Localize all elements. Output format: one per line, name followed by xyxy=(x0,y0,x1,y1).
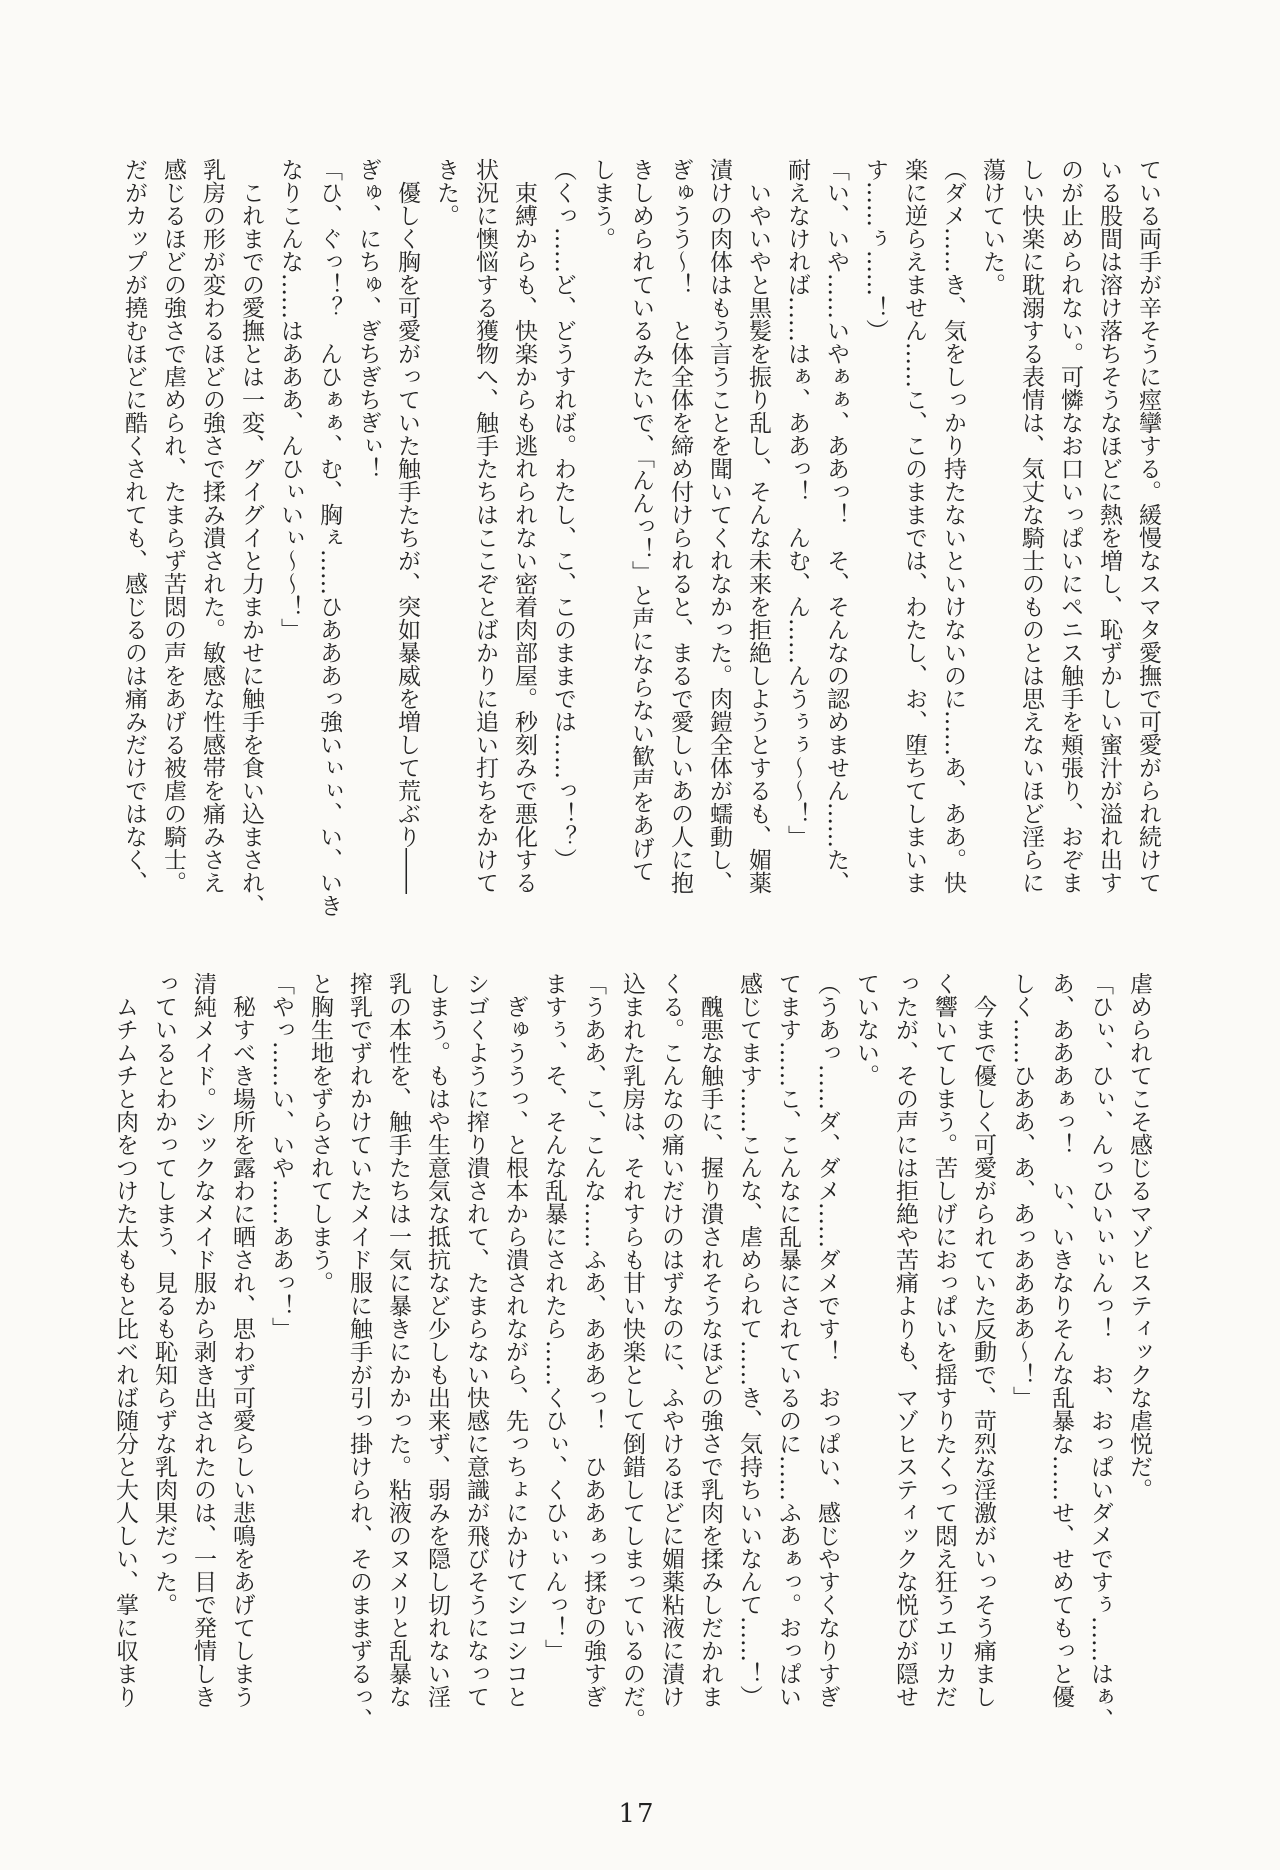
text-column: いやいやと黒髪を振り乱し、そんな未来を拒絶しようとするも、媚薬 xyxy=(745,181,771,894)
text-column: 「ひ、ぐっ！？ んひぁぁ、む、胸ぇ……ひあああっ強いぃぃ、い、いき xyxy=(316,158,342,917)
text-column: と胸生地をずらされてしまう。 xyxy=(307,972,333,1294)
text-column: ぎゅううっ、と根本から潰されながら、先っちょにかけてシコシコと xyxy=(502,995,528,1708)
text-column: 虐められてこそ感じるマゾヒスティックな虐悦だ。 xyxy=(1126,972,1152,1501)
text-column: ますぅ、そ、そんな乱暴にされたら……くひぃ、くひぃぃんっ！」 xyxy=(541,972,567,1662)
text-block-top xyxy=(114,158,1167,918)
text-column: 楽に逆らえません……こ、このままでは、わたし、お、堕ちてしまいま xyxy=(901,158,927,894)
text-column: きた。 xyxy=(433,158,459,227)
text-column: 束縛からも、快楽からも逃れられない密着肉部屋。秒刻みで悪化する xyxy=(511,181,537,894)
text-column: ったが、その声には拒絶や苦痛よりも、マゾヒスティックな悦びが隠せ xyxy=(892,972,918,1708)
text-block-bottom xyxy=(105,972,1158,1732)
page-number: 17 xyxy=(618,1799,656,1829)
text-column: しまう。もはや生意気な抵抗など少しも出来ず、弱みを隠し切れない淫 xyxy=(424,972,450,1708)
text-column: しく……ひああ、あ、あっああああ～！」 xyxy=(1009,972,1035,1409)
text-column: 感じてます……こんな、虐められて……き、気持ちいいなんて……！） xyxy=(736,972,762,1708)
text-column: しまう。 xyxy=(589,158,615,250)
text-column: 乳の本性を、触手たちは一気に暴きにかかった。粘液のヌメリと乱暴な xyxy=(385,972,411,1708)
text-column: っているとわかってしまう、見るも恥知らずな乳肉果だった。 xyxy=(151,972,177,1616)
text-column: 「やっ……い、いや……ああっ！」 xyxy=(268,972,294,1340)
text-column: あ、あああぁっ！ い、いきなりそんな乱暴な……せ、せめてもっと優 xyxy=(1048,972,1074,1708)
text-column: 醜悪な触手に、握り潰されそうなほどの強さで乳肉を揉みしだかれま xyxy=(697,995,723,1708)
text-column: くる。こんなの痛いだけのはずなのに、ふやけるほどに媚薬粘液に漬け xyxy=(658,972,684,1708)
text-column: しい快楽に耽溺する表情は、気丈な騎士のものとは思えないほど淫らに xyxy=(1018,158,1044,894)
text-column: 状況に懊悩する獲物へ、触手たちはここぞとばかりに追い打ちをかけて xyxy=(472,158,498,894)
text-column: ていない。 xyxy=(853,972,879,1087)
text-column: 秘すべき場所を露わに晒され、思わず可愛らしい悲鳴をあげてしまう xyxy=(229,995,255,1708)
text-column: いる股間は溶け落ちそうなほどに熱を増し、恥ずかしい蜜汁が溢れ出す xyxy=(1096,158,1122,894)
text-column: （ダメ……き、気をしっかり持たないといけないのに……あ、ああ。快 xyxy=(940,158,966,894)
text-column: ぎゅうう～！ と体全体を締め付けられると、まるで愛しいあの人に抱 xyxy=(667,158,693,894)
text-column: ている両手が辛そうに痙攣する。緩慢なスマタ愛撫で可愛がられ続けて xyxy=(1135,158,1161,894)
text-column: のが止められない。可憐なお口いっぱいにペニス触手を頬張り、おぞま xyxy=(1057,158,1083,894)
text-column: （くっ……ど、どうすれば。わたし、こ、このままでは……っ！？） xyxy=(550,158,576,871)
text-column: す……ぅ……！） xyxy=(862,158,888,342)
text-column: 「ひぃ、ひぃ、んっひいぃぃんっ！ お、おっぱいダメですぅ……はぁ、 xyxy=(1087,972,1113,1731)
text-column: 「うああ、こ、こんな……ふあ、あああっ！ ひああぁっ揉むの強すぎ xyxy=(580,972,606,1708)
text-column: ぎゅ、にちゅ、ぎちぎちぎぃ！ xyxy=(355,158,381,480)
text-column: 清純メイド。シックなメイド服から剥き出されたのは、一目で発情しき xyxy=(190,972,216,1708)
text-column: 優しく胸を可愛がっていた触手たちが、突如暴威を増して荒ぶり―― xyxy=(394,181,420,894)
text-column: きしめられているみたいで、「んんっ！」と声にならない歓声をあげて xyxy=(628,158,654,883)
text-column: 乳房の形が変わるほどの強さで揉み潰された。敏感な性感帯を痛みさえ xyxy=(199,158,225,894)
text-column: く響いてしまう。苦しげにおっぱいを揺すりたくって悶え狂うエリカだ xyxy=(931,972,957,1708)
text-column: 今まで優しく可愛がられていた反動で、苛烈な淫激がいっそう痛まし xyxy=(970,995,996,1708)
text-column: これまでの愛撫とは一変、グイグイと力まかせに触手を食い込まされ、 xyxy=(238,181,264,917)
text-column: 漬けの肉体はもう言うことを聞いてくれなかった。肉鎧全体が蠕動し、 xyxy=(706,158,732,894)
text-column: 感じるほどの強さで虐められ、たまらず苦悶の声をあげる被虐の騎士。 xyxy=(160,158,186,894)
text-column: 「い、いや……いやぁぁ、ああっ！ そ、そんなの認めません……た、 xyxy=(823,158,849,894)
text-column: 蕩けていた。 xyxy=(979,158,1005,296)
text-column: だがカップが撓むほどに酷くされても、感じるのは痛みだけではなく、 xyxy=(121,158,147,894)
text-column: 搾乳でずれかけていたメイド服に触手が引っ掛けられ、そのままずるっ、 xyxy=(346,972,372,1731)
text-column: ムチムチと肉をつけた太ももと比べれば随分と大人しい、掌に収まり xyxy=(112,995,138,1708)
text-column: なりこんな……はあああ、んひぃいぃ～～！」 xyxy=(277,158,303,641)
text-column: てます……こ、こんなに乱暴にされているのに……ふあぁっ。おっぱい xyxy=(775,972,801,1708)
text-column: シゴくように搾り潰されて、たまらない快感に意識が飛びそうになって xyxy=(463,972,489,1708)
text-column: （うあっ……ダ、ダメ……ダメです！ おっぱい、感じやすくなりすぎ xyxy=(814,972,840,1708)
text-column: 耐えなければ……はぁ、ああっ！ んむ、ん……んうぅぅ～～！」 xyxy=(784,158,810,848)
text-column: 込まれた乳房は、それすらも甘い快楽として倒錯してしまっているのだ。 xyxy=(619,972,645,1731)
